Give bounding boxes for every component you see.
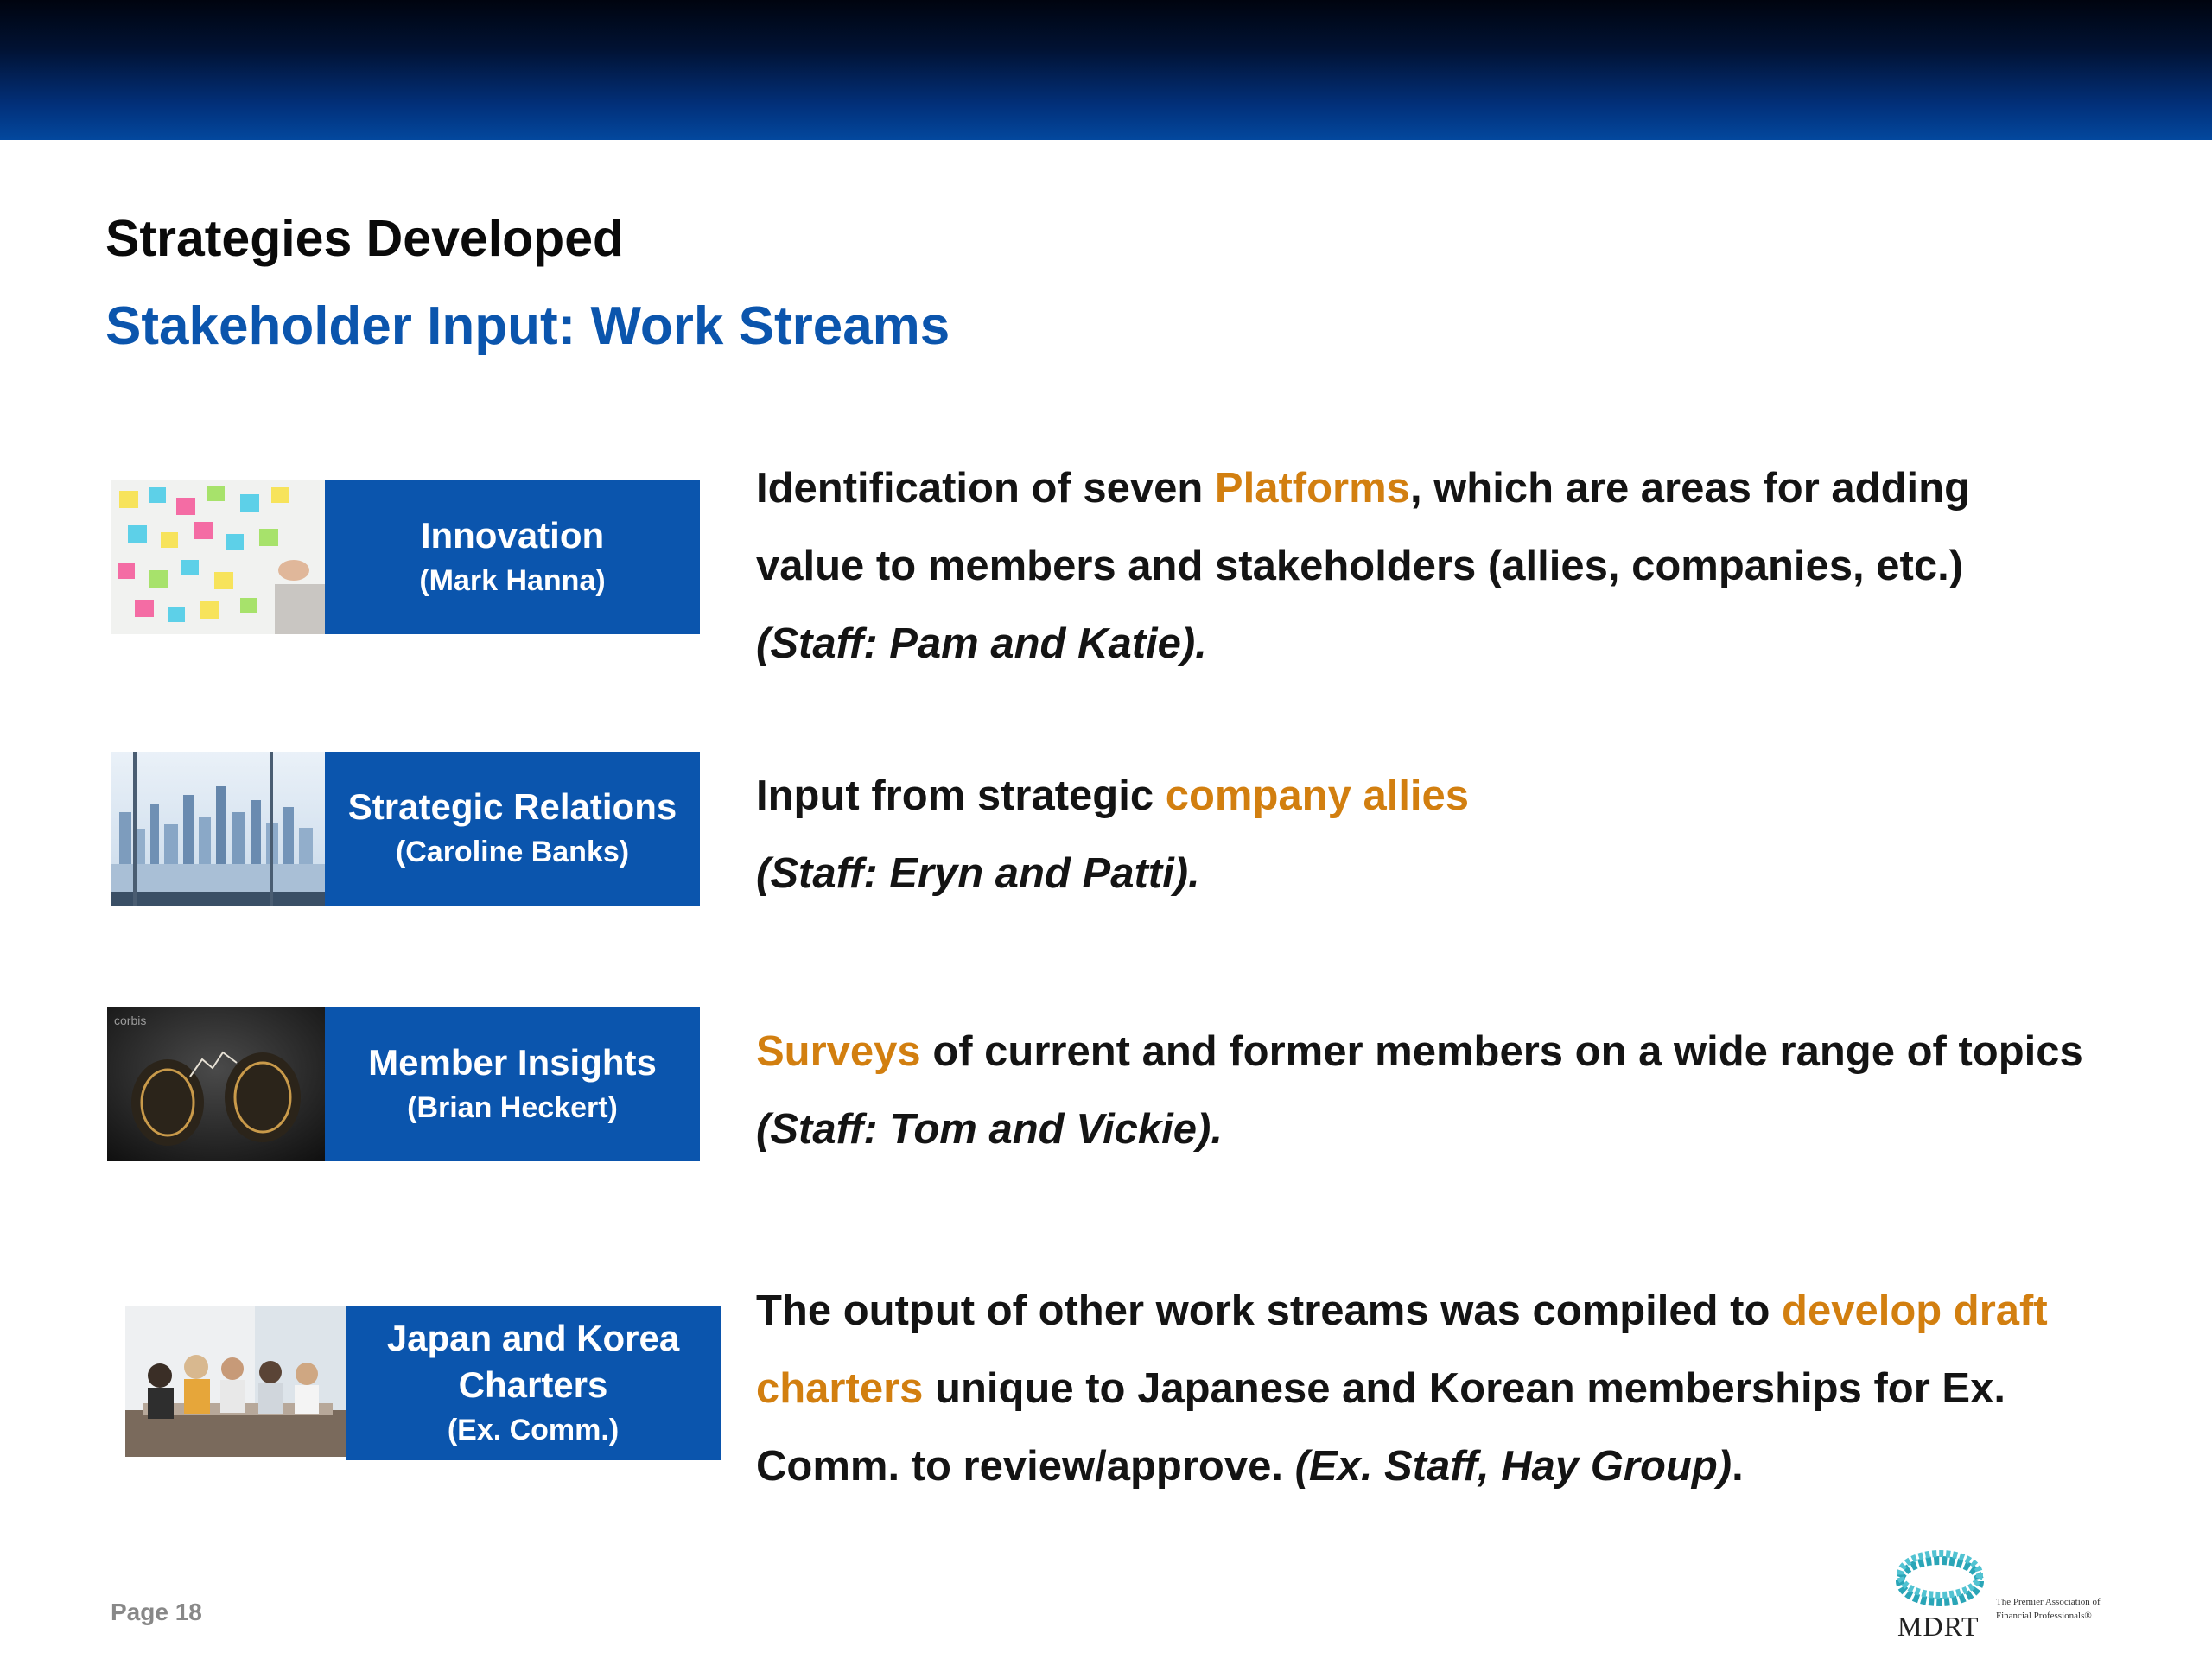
watermark-text: corbis [114,1014,147,1027]
stream-label-strategic-relations [325,752,700,906]
desc-text: value to members and stakeholders (allies, companies, etc.) [756,543,1964,589]
desc-text: Comm. to review/approve. [756,1443,1295,1490]
desc-text: Input from strategic [756,772,1166,819]
slide-title: Strategies Developed [105,210,625,267]
mdrt-ring-icon [1892,1538,1987,1611]
city-skyline-photo [111,752,325,906]
stream-label-member-insights [325,1007,700,1161]
desc-highlight: develop draft [1782,1287,2048,1334]
desc-highlight: charters [756,1365,924,1412]
logo-tagline: The Premier Association of Financial Professionals® [1996,1597,2101,1621]
desc-text: The output of other work streams was compiled to [756,1287,1783,1334]
desc-text: of current and former members on a wide range of topics [920,1028,2083,1075]
stream-desc-member-insights [756,1013,2083,1168]
stream-name: Member Insights [368,1042,657,1083]
stream-desc-strategic-relations [756,757,1469,912]
desc-text: Identification of seven [756,465,1215,512]
desc-text: unique to Japanese and Korean memberships for Ex. [923,1365,2005,1412]
stream-owner: (Brian Heckert) [407,1091,618,1124]
mdrt-logo [1892,1538,2108,1642]
desc-highlight: company allies [1165,772,1470,819]
stream-name-line2: Charters [458,1364,608,1405]
stream-label-innovation [325,480,700,634]
desc-staff: (Staff: Eryn and Patti). [756,850,1200,897]
stream-name: Japan and Korea [386,1318,680,1358]
header-band [0,0,2212,140]
desc-staff: (Ex. Staff, Hay Group) [1294,1443,1732,1490]
stream-owner: (Ex. Comm.) [447,1414,620,1446]
stream-name: Strategic Relations [347,786,677,827]
stream-owner: (Caroline Banks) [395,836,630,868]
stream-label-japan-korea-charters [346,1306,721,1460]
stream-desc-japan-korea-charters [756,1272,2048,1505]
slide-subtitle: Stakeholder Input: Work Streams [105,296,950,356]
stream-name: Innovation [420,515,605,556]
desc-staff: (Staff: Tom and Vickie). [756,1106,1223,1153]
desc-text: , which are areas for adding [1409,465,1971,512]
logo-wordmark: MDRT [1897,1611,1980,1642]
desc-highlight: Platforms [1214,465,1410,512]
meeting-room-photo [125,1306,346,1457]
desc-highlight: Surveys [756,1028,921,1075]
stream-owner: (Mark Hanna) [419,564,606,597]
desc-text: . [1732,1443,1744,1490]
page-number: Page 18 [111,1599,202,1625]
stream-desc-innovation [756,449,1970,683]
heads-network-photo [107,1007,325,1161]
sticky-notes-photo [111,480,325,634]
desc-staff: (Staff: Pam and Katie). [756,620,1207,667]
